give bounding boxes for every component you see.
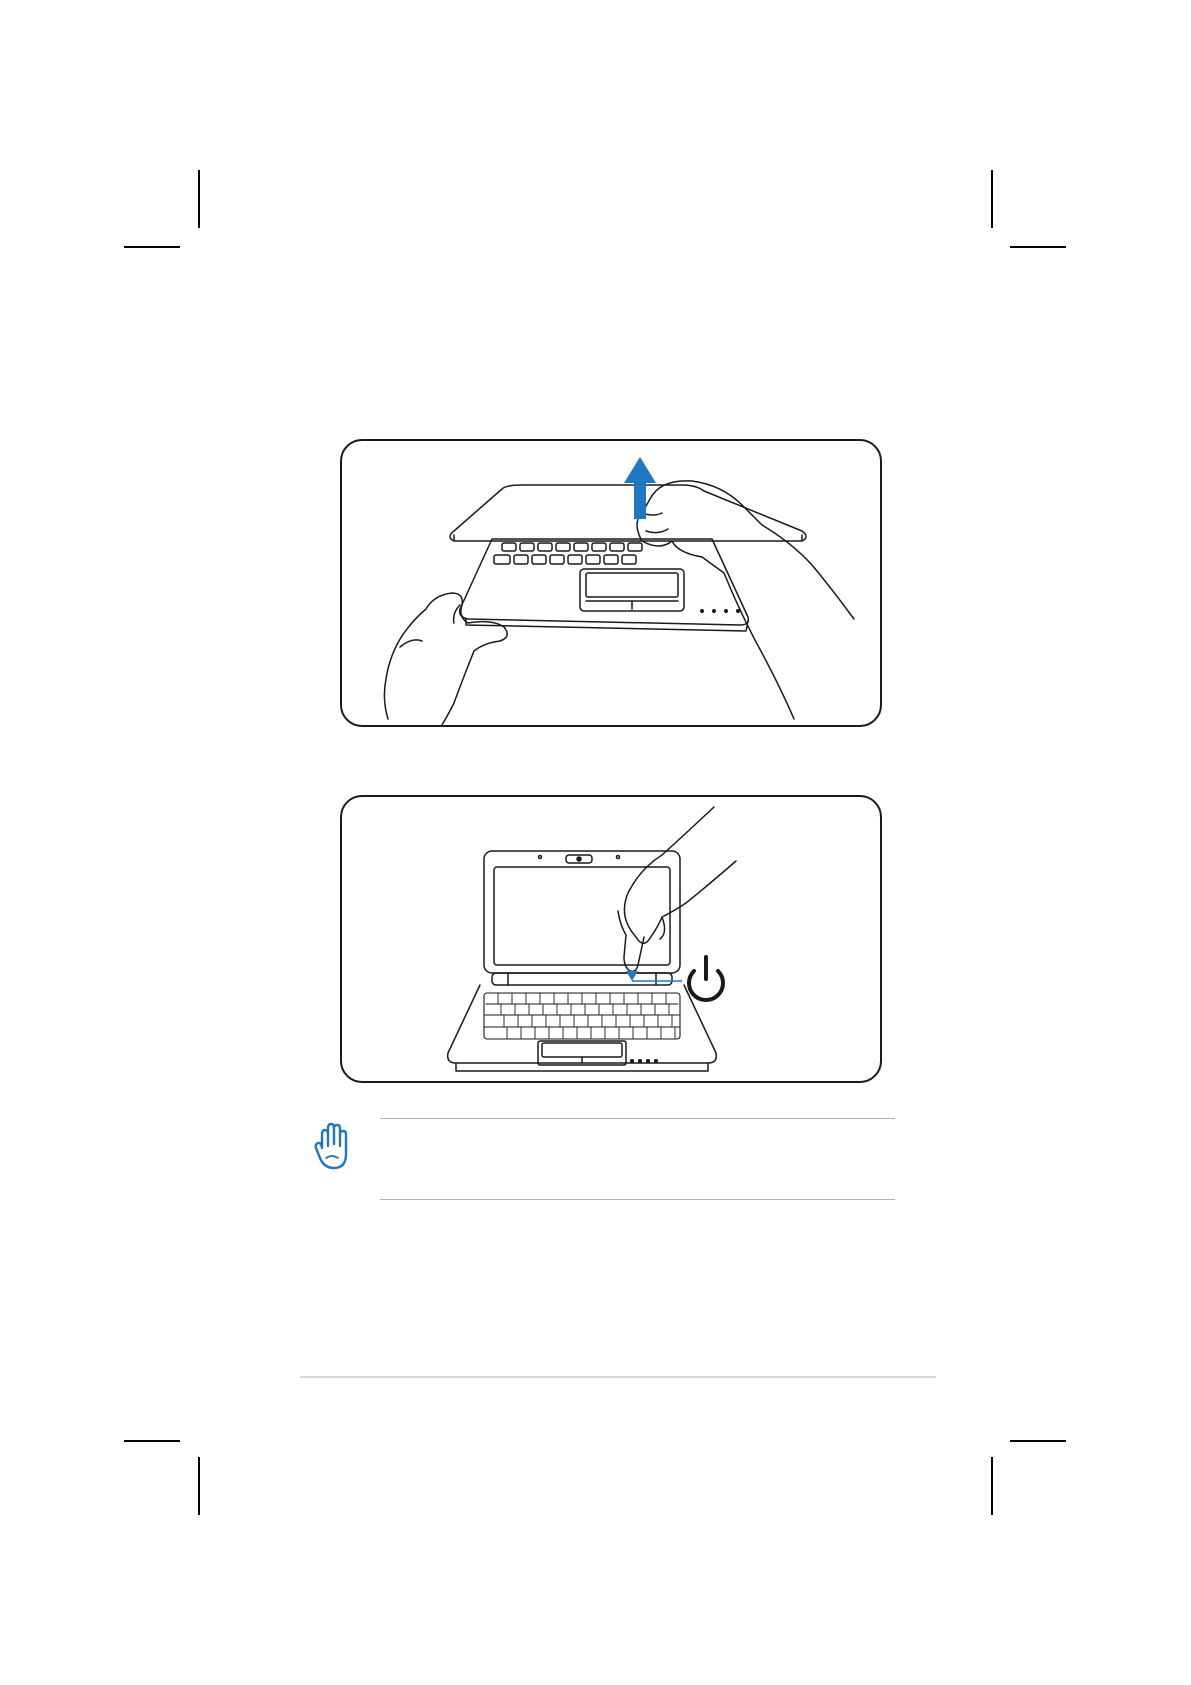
caution-bottom-rule	[380, 1199, 895, 1200]
laptop-display	[494, 867, 670, 965]
power-on-illustration	[342, 797, 882, 1083]
caution-top-rule	[380, 1118, 895, 1119]
crop-mark-top-right-horizontal	[1010, 246, 1066, 248]
raised-hand-icon	[312, 1122, 356, 1172]
crop-mark-top-right-vertical	[991, 170, 993, 228]
crop-mark-top-left-vertical	[198, 170, 200, 228]
laptop-base	[460, 539, 749, 625]
crop-mark-bottom-right-horizontal	[1010, 1440, 1066, 1442]
keyboard-keys	[494, 543, 642, 564]
crop-mark-bottom-left-vertical	[198, 1457, 200, 1515]
open-lid-illustration	[342, 441, 882, 727]
crop-mark-bottom-left-horizontal	[124, 1440, 180, 1442]
status-indicators	[701, 610, 740, 613]
pressing-hand	[618, 807, 736, 971]
laptop-lid-edge	[454, 535, 802, 541]
power-on-figure	[340, 795, 882, 1083]
laptop-hinge	[492, 973, 672, 985]
crop-mark-bottom-right-vertical	[991, 1457, 993, 1515]
crop-mark-top-left-horizontal	[124, 246, 180, 248]
laptop-screen-bezel	[484, 851, 680, 973]
footer-rule	[300, 1376, 936, 1378]
lift-arrow	[624, 457, 656, 519]
caution-icon	[312, 1122, 356, 1172]
power-symbol-icon	[689, 957, 723, 1000]
laptop-base-front-edge	[466, 619, 748, 631]
open-lid-figure	[340, 439, 882, 727]
right-hand	[637, 481, 854, 719]
laptop-lid	[450, 485, 806, 541]
keyboard-key-columns	[498, 993, 675, 1039]
status-indicators	[631, 1060, 658, 1063]
left-hand	[384, 593, 507, 725]
